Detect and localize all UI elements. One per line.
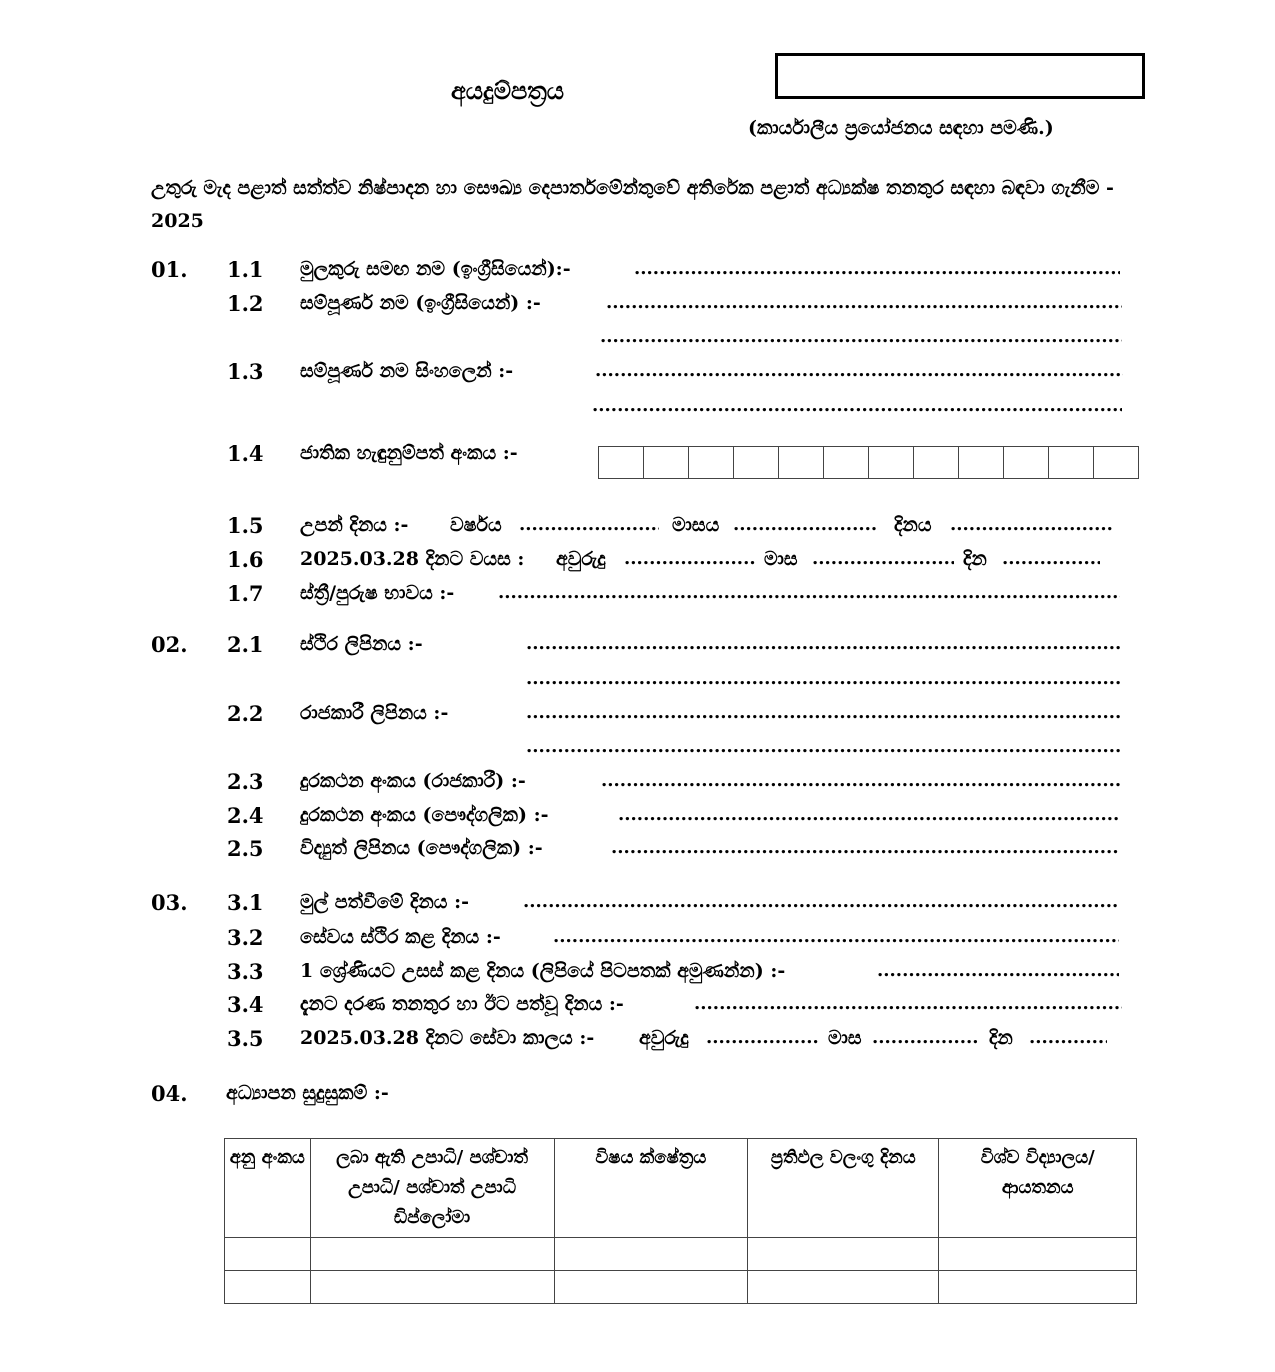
current-post-field[interactable]	[694, 993, 1122, 1014]
table-row	[225, 1271, 1137, 1304]
age-days-field[interactable]	[1002, 548, 1100, 569]
service-months-label: මාස	[828, 1027, 862, 1049]
nic-digit-box[interactable]	[958, 447, 1003, 478]
full-name-english-label: සම්පූර්ණ නම (ඉංග්‍රීසියෙන්) :-	[300, 292, 541, 314]
field-number: 2.2	[227, 701, 264, 726]
section-number-04: 04.	[151, 1081, 188, 1106]
nic-digit-box[interactable]	[643, 447, 688, 478]
table-cell[interactable]	[554, 1271, 748, 1304]
office-use-note: (කාර්යාලීය ප්‍රයෝජනය සඳහා පමණි.)	[748, 117, 1054, 139]
field-number: 1.5	[227, 513, 264, 538]
official-address-field[interactable]	[526, 702, 1120, 723]
confirmation-date-field[interactable]	[553, 926, 1119, 947]
table-cell[interactable]	[225, 1238, 311, 1271]
service-years-label: අවුරුදු	[639, 1027, 689, 1049]
official-address-field-line2[interactable]	[526, 736, 1120, 757]
service-period-label: 2025.03.28 දිනට සේවා කාලය :-	[300, 1027, 595, 1049]
field-number: 3.2	[227, 925, 264, 950]
education-qualifications-label: අධ්‍යාපන සුදුසුකම් :-	[226, 1082, 389, 1104]
current-post-label: දැනට දරණ තනතුර හා ඊට පත්වූ දිනය :-	[300, 993, 624, 1015]
birth-year-field[interactable]	[519, 514, 659, 535]
section-number-03: 03.	[151, 890, 188, 915]
age-months-label: මාස	[764, 548, 798, 570]
table-cell[interactable]	[310, 1271, 554, 1304]
field-number: 3.5	[227, 1026, 264, 1051]
nic-digit-box[interactable]	[599, 447, 643, 478]
first-appointment-date-label: මුල් පත්වීමේ දිනය :-	[300, 891, 469, 913]
field-number: 1.7	[227, 581, 264, 606]
field-number: 1.3	[227, 359, 264, 384]
confirmation-date-label: සේවය ස්ථිර කළ දිනය :-	[300, 926, 501, 948]
nic-digit-box[interactable]	[1003, 447, 1048, 478]
table-cell[interactable]	[310, 1238, 554, 1271]
section-number-01: 01.	[151, 257, 188, 282]
permanent-address-label: ස්ථිර ලිපිනය :-	[300, 633, 423, 655]
permanent-address-field-line2[interactable]	[526, 668, 1120, 689]
personal-phone-label: දුරකථන අංකය (පෞද්ගලික) :-	[300, 804, 549, 826]
age-label: 2025.03.28 දිනට වයස :	[300, 548, 525, 570]
degree-header: ලබා ඇති උපාධි/ පශ්චාත් උපාධි/ පශ්චාත් උපාධි ඩිප්ලෝමා	[310, 1139, 554, 1238]
grade1-promotion-date-field[interactable]	[877, 960, 1119, 981]
office-use-box[interactable]	[775, 53, 1145, 99]
serial-number-header: අනු අංකය	[225, 1139, 311, 1238]
age-years-label: අවුරුදු	[556, 548, 606, 570]
field-number: 2.1	[227, 632, 264, 657]
official-address-label: රාජකාරී ලිපිනය :-	[300, 702, 449, 724]
first-appointment-date-field[interactable]	[523, 891, 1117, 912]
birth-month-label: මාසය	[672, 514, 720, 536]
field-number: 2.5	[227, 836, 264, 861]
name-with-initials-field[interactable]	[634, 258, 1120, 279]
nic-number-boxes[interactable]	[598, 446, 1139, 479]
page-title: අයදුම්පත්‍රය	[451, 76, 564, 105]
table-cell[interactable]	[554, 1238, 748, 1271]
field-number: 2.3	[227, 769, 264, 794]
table-cell[interactable]	[939, 1271, 1137, 1304]
service-days-field[interactable]	[1029, 1027, 1107, 1048]
birth-day-field[interactable]	[950, 514, 1112, 535]
result-valid-date-header: ප්‍රතිඵල වලංගු දිනය	[748, 1139, 939, 1238]
field-number: 1.2	[227, 291, 264, 316]
subject-line: උතුරු මැද පළාත් සත්ත්ව නිෂ්පාදන හා සෞඛ්‍ය දෙපාර්තමේන්තුවේ අතිරේක පළාත් අධ්‍යක්ෂ තනතුර සඳහා බඳවා ගැනීම - 2025	[151, 177, 1114, 232]
field-number: 1.6	[227, 547, 264, 572]
table-cell[interactable]	[748, 1271, 939, 1304]
gender-label: ස්ත්‍රී/පුරුෂ භාවය :-	[300, 582, 455, 604]
table-cell[interactable]	[748, 1238, 939, 1271]
nic-digit-box[interactable]	[1093, 447, 1138, 478]
table-row	[225, 1238, 1137, 1271]
birth-date-label: උපන් දිනය :-	[300, 514, 409, 536]
field-number: 1.4	[227, 441, 264, 466]
service-days-label: දින	[989, 1027, 1013, 1049]
official-phone-label: දුරකථන අංකය (රාජකාරී) :-	[300, 770, 526, 792]
university-header: විශ්ව විද්‍යාලය/ ආයතනය	[939, 1139, 1137, 1238]
subject-area-header: විෂය ක්ෂේත්‍රය	[554, 1139, 748, 1238]
nic-digit-box[interactable]	[733, 447, 778, 478]
personal-email-field[interactable]	[611, 837, 1120, 858]
birth-year-label: වර්ෂය	[450, 514, 502, 536]
personal-email-label: විද්‍යුත් ලිපිනය (පෞද්ගලික) :-	[300, 837, 543, 859]
field-number: 3.4	[227, 992, 264, 1017]
birth-day-label: දිනය	[894, 514, 932, 536]
section-number-02: 02.	[151, 632, 188, 657]
personal-phone-field[interactable]	[618, 804, 1118, 825]
full-name-sinhala-label: සම්පූර්ණ නම සිංහලෙන් :-	[300, 360, 514, 382]
birth-month-field[interactable]	[733, 514, 878, 535]
nic-digit-box[interactable]	[1048, 447, 1093, 478]
field-number: 3.3	[227, 959, 264, 984]
gender-field[interactable]	[498, 582, 1120, 603]
nic-digit-box[interactable]	[688, 447, 733, 478]
nic-digit-box[interactable]	[868, 447, 913, 478]
table-cell[interactable]	[225, 1271, 311, 1304]
full-name-sinhala-field-line2[interactable]	[592, 395, 1122, 416]
full-name-english-field[interactable]	[606, 292, 1122, 313]
official-phone-field[interactable]	[601, 770, 1122, 791]
age-years-field[interactable]	[624, 548, 756, 569]
nic-number-label: ජාතික හැඳුනුම්පත් අංකය :-	[300, 442, 518, 464]
full-name-sinhala-field[interactable]	[595, 360, 1123, 381]
nic-digit-box[interactable]	[823, 447, 868, 478]
nic-digit-box[interactable]	[913, 447, 958, 478]
age-months-field[interactable]	[812, 548, 954, 569]
age-days-label: දින	[963, 548, 987, 570]
service-years-field[interactable]	[706, 1027, 820, 1048]
full-name-english-field-line2[interactable]	[600, 326, 1122, 347]
permanent-address-field[interactable]	[526, 633, 1120, 654]
nic-digit-box[interactable]	[778, 447, 823, 478]
education-table	[224, 1138, 1137, 1304]
grade1-promotion-date-label: 1 ශ්‍රේණියට උසස් කළ දිනය (ලිපියේ පිටපතක් අමුණන්න) :-	[300, 960, 786, 982]
table-cell[interactable]	[939, 1238, 1137, 1271]
field-number: 1.1	[227, 257, 264, 282]
field-number: 2.4	[227, 803, 264, 828]
service-months-field[interactable]	[872, 1027, 980, 1048]
field-number: 3.1	[227, 890, 264, 915]
name-with-initials-label: මුලකුරු සමඟ නම (ඉංග්‍රීසියෙන්):-	[300, 258, 571, 280]
table-header-row	[225, 1139, 1137, 1238]
